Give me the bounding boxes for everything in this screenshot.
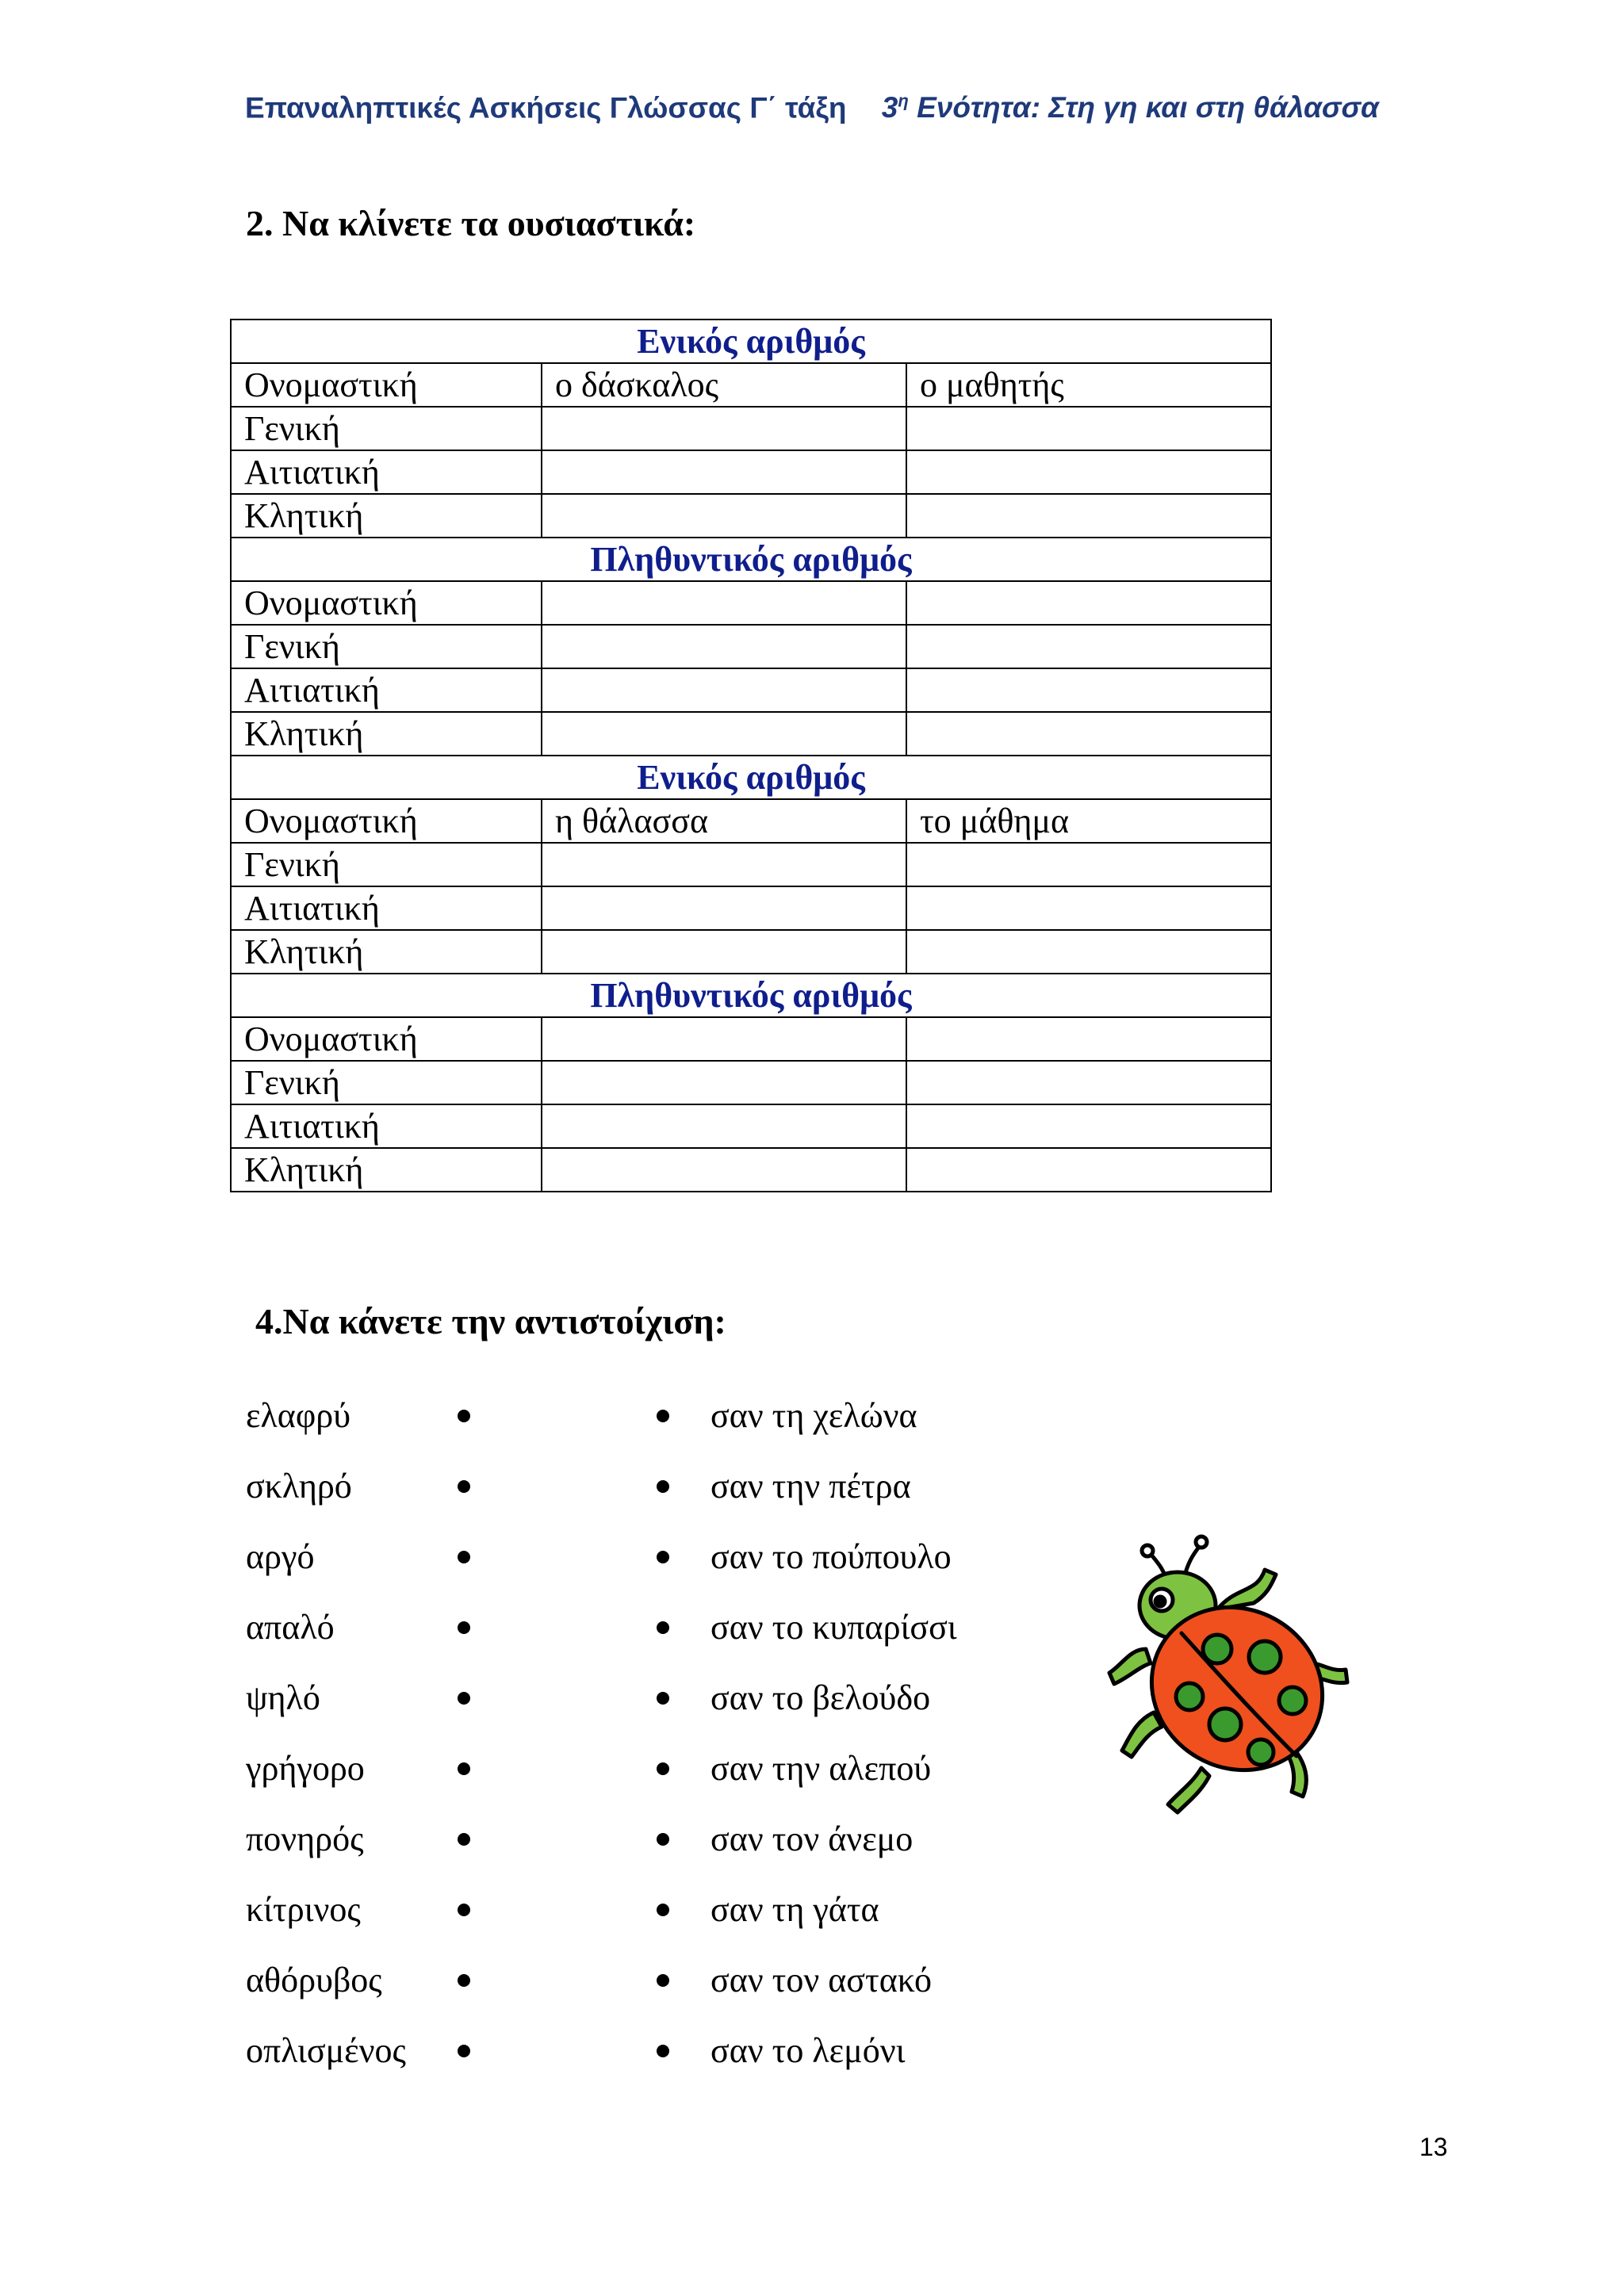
right-bullet[interactable] xyxy=(657,1410,669,1422)
section-header-singular: Ενικός αριθμός xyxy=(231,320,1271,363)
answer-cell[interactable] xyxy=(906,1017,1271,1061)
case-label: Κλητική xyxy=(231,930,542,974)
match-right-phrase: σαν το κυπαρίσσι xyxy=(710,1608,957,1647)
match-row xyxy=(0,1745,1624,1793)
left-bullet[interactable] xyxy=(458,1621,470,1634)
noun-cell[interactable]: ο μαθητής xyxy=(906,363,1271,407)
answer-cell[interactable] xyxy=(906,581,1271,625)
match-left-word: αθόρυβος xyxy=(246,1961,382,1999)
match-left-word: γρήγορο xyxy=(246,1749,365,1788)
match-row xyxy=(0,1886,1624,1934)
match-row xyxy=(0,1604,1624,1651)
answer-cell[interactable] xyxy=(542,886,906,930)
table-row xyxy=(231,1061,1271,1104)
case-label: Αιτιατική xyxy=(231,450,542,494)
noun-cell[interactable]: η θάλασσα xyxy=(542,799,906,843)
answer-cell[interactable] xyxy=(906,886,1271,930)
case-label: Κλητική xyxy=(231,1148,542,1192)
declension-table xyxy=(230,319,1272,1192)
right-bullet[interactable] xyxy=(657,1621,669,1634)
match-row xyxy=(0,2027,1624,2075)
answer-cell[interactable] xyxy=(542,1017,906,1061)
match-right-phrase: σαν τη γάτα xyxy=(710,1890,879,1929)
right-bullet[interactable] xyxy=(657,1692,669,1705)
match-left-word: οπλισμένος xyxy=(246,2031,406,2070)
left-bullet[interactable] xyxy=(458,1833,470,1846)
case-label: Ονομαστική xyxy=(231,363,542,407)
answer-cell[interactable] xyxy=(906,407,1271,450)
match-left-word: αργό xyxy=(246,1537,315,1576)
table-row xyxy=(231,1104,1271,1148)
match-right-phrase: σαν τον άνεμο xyxy=(710,1820,914,1858)
table-row xyxy=(231,407,1271,450)
match-left-word: σκληρό xyxy=(246,1467,352,1506)
table-row xyxy=(231,886,1271,930)
case-label: Γενική xyxy=(231,625,542,668)
section-header-singular: Ενικός αριθμός xyxy=(231,756,1271,799)
noun-cell[interactable]: το μάθημα xyxy=(906,799,1271,843)
answer-cell[interactable] xyxy=(542,625,906,668)
case-label: Κλητική xyxy=(231,494,542,538)
match-left-word: ελαφρύ xyxy=(246,1396,350,1435)
answer-cell[interactable] xyxy=(542,712,906,756)
match-left-word: απαλό xyxy=(246,1608,335,1647)
match-row xyxy=(0,1816,1624,1863)
page-header xyxy=(0,91,1624,124)
header-grade: Γ΄ τάξη xyxy=(749,91,847,124)
page-number: 13 xyxy=(1419,2133,1448,2161)
match-right-phrase: σαν τη χελώνα xyxy=(710,1396,917,1435)
answer-cell[interactable] xyxy=(542,1104,906,1148)
table-row xyxy=(231,1148,1271,1192)
answer-cell[interactable] xyxy=(906,450,1271,494)
match-row xyxy=(0,1392,1624,1440)
left-bullet[interactable] xyxy=(458,1551,470,1563)
case-label: Γενική xyxy=(231,1061,542,1104)
table-row xyxy=(231,363,1271,407)
match-row xyxy=(0,1674,1624,1722)
left-bullet[interactable] xyxy=(458,1410,470,1422)
right-bullet[interactable] xyxy=(657,1833,669,1846)
answer-cell[interactable] xyxy=(906,930,1271,974)
match-right-phrase: σαν το βελούδο xyxy=(710,1678,931,1717)
table-row xyxy=(231,494,1271,538)
ladybug-icon xyxy=(1098,1530,1360,1816)
answer-cell[interactable] xyxy=(906,1104,1271,1148)
left-bullet[interactable] xyxy=(458,1692,470,1705)
match-right-phrase: σαν την αλεπού xyxy=(710,1749,932,1788)
match-right-phrase: σαν το πούπουλο xyxy=(710,1537,952,1576)
match-right-phrase: σαν τον αστακό xyxy=(710,1961,932,1999)
answer-cell[interactable] xyxy=(542,668,906,712)
answer-cell[interactable] xyxy=(906,668,1271,712)
table-row xyxy=(231,450,1271,494)
right-bullet[interactable] xyxy=(657,1762,669,1775)
case-label: Γενική xyxy=(231,407,542,450)
case-label: Ονομαστική xyxy=(231,799,542,843)
answer-cell[interactable] xyxy=(542,1148,906,1192)
answer-cell[interactable] xyxy=(906,625,1271,668)
answer-cell[interactable] xyxy=(542,581,906,625)
left-bullet[interactable] xyxy=(458,1480,470,1493)
match-right-phrase: σαν το λεμόνι xyxy=(710,2031,906,2070)
left-bullet[interactable] xyxy=(458,2045,470,2057)
exercise-2-title: 2. Να κλίνετε τα ουσιαστικά: xyxy=(246,203,696,243)
match-row xyxy=(0,1463,1624,1510)
case-label: Αιτιατική xyxy=(231,886,542,930)
right-bullet[interactable] xyxy=(657,2045,669,2057)
table-row xyxy=(231,668,1271,712)
right-bullet[interactable] xyxy=(657,1974,669,1987)
case-label: Ονομαστική xyxy=(231,581,542,625)
right-bullet[interactable] xyxy=(657,1480,669,1493)
right-bullet[interactable] xyxy=(657,1904,669,1916)
exercise-4-title: 4.Να κάνετε την αντιστοίχιση: xyxy=(255,1301,726,1341)
match-row xyxy=(0,1533,1624,1581)
case-label: Ονομαστική xyxy=(231,1017,542,1061)
table-row xyxy=(231,799,1271,843)
answer-cell[interactable] xyxy=(906,1148,1271,1192)
match-left-word: ψηλό xyxy=(246,1678,320,1717)
left-bullet[interactable] xyxy=(458,1974,470,1987)
table-row xyxy=(231,712,1271,756)
header-unit: $3^\eta$ Ενότητα: Στη γη και στη θάλασσα xyxy=(881,91,1379,124)
case-label: Αιτιατική xyxy=(231,668,542,712)
table-row xyxy=(231,930,1271,974)
section-header-plural: Πληθυντικός αριθμός xyxy=(231,974,1271,1017)
table-row xyxy=(231,625,1271,668)
answer-cell[interactable] xyxy=(906,712,1271,756)
case-label: Αιτιατική xyxy=(231,1104,542,1148)
answer-cell[interactable] xyxy=(542,494,906,538)
header-course: Επαναληπτικές Ασκήσεις Γλώσσας xyxy=(245,91,742,124)
right-bullet[interactable] xyxy=(657,1551,669,1563)
answer-cell[interactable] xyxy=(542,930,906,974)
case-label: Κλητική xyxy=(231,712,542,756)
section-header-plural: Πληθυντικός αριθμός xyxy=(231,538,1271,581)
match-right-phrase: σαν την πέτρα xyxy=(710,1467,911,1506)
match-row xyxy=(0,1957,1624,2004)
answer-cell[interactable] xyxy=(906,494,1271,538)
answer-cell[interactable] xyxy=(542,450,906,494)
noun-cell[interactable]: ο δάσκαλος xyxy=(542,363,906,407)
match-left-word: κίτρινος xyxy=(246,1890,361,1929)
answer-cell[interactable] xyxy=(906,1061,1271,1104)
left-bullet[interactable] xyxy=(458,1762,470,1775)
answer-cell[interactable] xyxy=(542,843,906,886)
case-label: Γενική xyxy=(231,843,542,886)
table-row xyxy=(231,581,1271,625)
table-row xyxy=(231,843,1271,886)
left-bullet[interactable] xyxy=(458,1904,470,1916)
table-row xyxy=(231,1017,1271,1061)
answer-cell[interactable] xyxy=(542,407,906,450)
answer-cell[interactable] xyxy=(906,843,1271,886)
match-left-word: πονηρός xyxy=(246,1820,364,1858)
answer-cell[interactable] xyxy=(542,1061,906,1104)
